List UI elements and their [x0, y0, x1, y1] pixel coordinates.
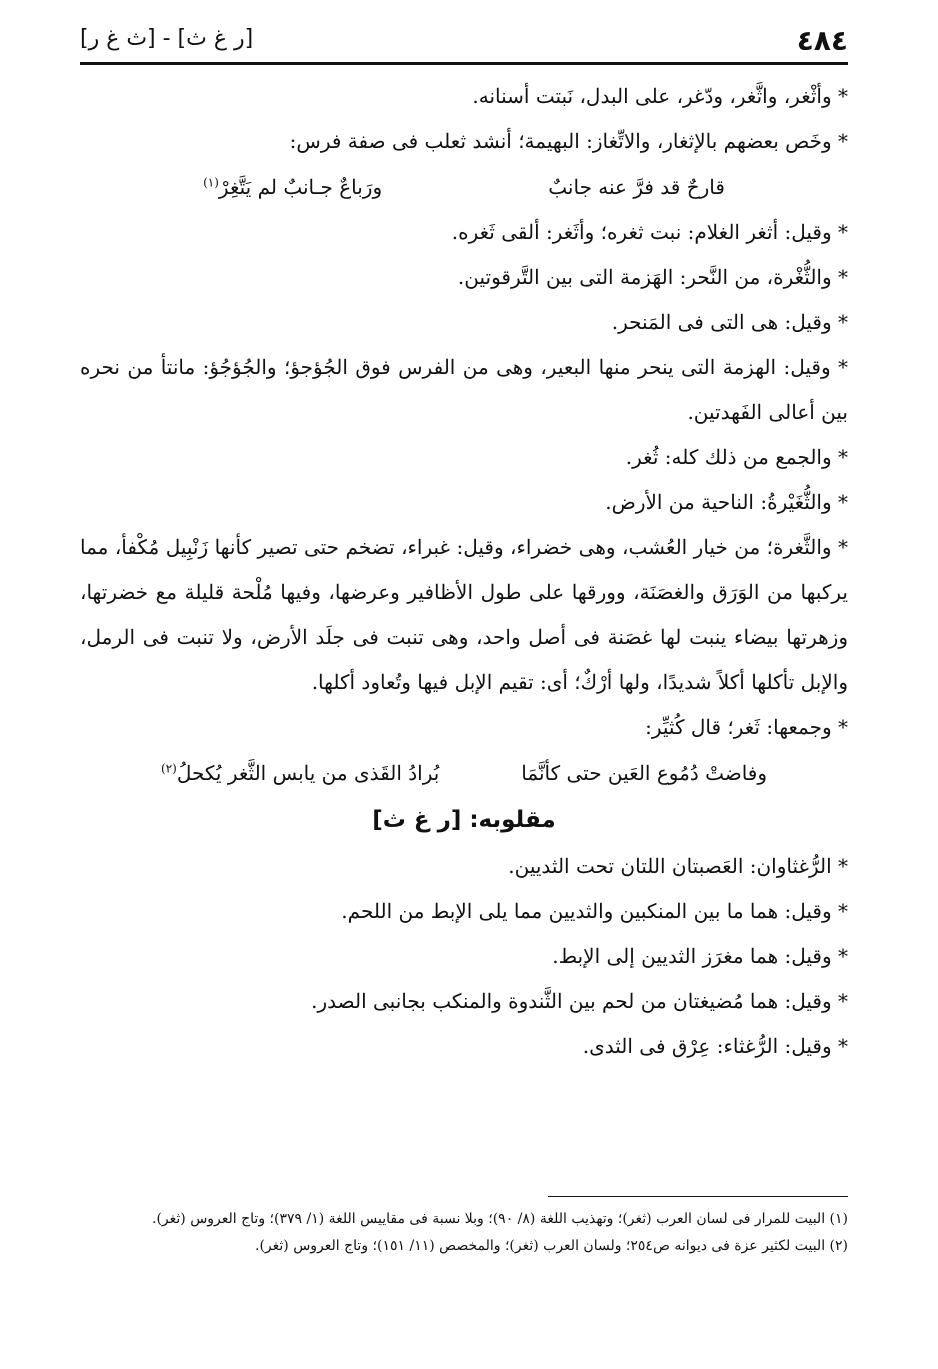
paragraph: * والثَّغرة؛ من خيار العُشب، وهى خضراء، وقيل: غبراء، تضخم حتى تصير كأنها زَنْبِيل مُكْفأ، مما يركبها من الوَرَق والغصَنَة، وورقها على طول الأظافير وعرضها، وفيها مُلْحة قليلة مع خضرتها، وزهرتها بيضاء ينبت لها غصَنة فى أصل واحد، وهى تنبت فى جلَد الأرض، ولا تنبت فى الرمل، والإبل تأكلها أكلاً شديدًا، ولها أرْكٌ؛ أى: تقيم الإبل فيها وتُعاود أكلها. — [80, 535, 848, 694]
paragraph: * وخَص بعضهم بالإثغار، والاتِّغاز: البهيمة؛ أنشد ثعلب فى صفة فرس: — [289, 129, 848, 153]
verse-second-hemistich-text: ورَباعٌ جـانبٌ لم يَتَّغِرْ — [218, 175, 383, 199]
verse-first-hemistich: قارحٌ قد فرَّ عنه جانبٌ — [548, 175, 725, 199]
paragraph: * والثُّغْرة، من النَّحر: الهَزمة التى بين التَّرقوتين. — [457, 265, 848, 289]
paragraph: * وجمعها: ثَغر؛ قال كُثيِّر: — [645, 715, 848, 739]
verse-second-hemistich-text: بُرادُ القَذى من يابس الثَّغر يُكحلُ — [176, 761, 440, 785]
footnote-ref: (١) — [203, 175, 219, 190]
verse-line — [80, 750, 848, 796]
paragraph: * الرُّغثاوان: العَصبتان اللتان تحت الثديين. — [508, 854, 848, 878]
verse-second-hemistich — [203, 164, 382, 210]
paragraph: * وأثْغر، واثَّغر، ودّغر، على البدل، نَبتت أسنانه. — [472, 84, 848, 108]
paragraph: * وقيل: الرُّغثاء: عِرْق فى الثدى. — [582, 1034, 848, 1058]
body-text — [80, 74, 848, 1069]
footnote: (٢) البيت لكثير عزة فى ديوانه ص٢٥٤؛ ولسان العرب (ثغر)؛ والمخصص (١١/ ١٥١)؛ وتاج العروس (ثغر). — [255, 1238, 848, 1254]
footnotes — [80, 1196, 848, 1260]
paragraph: * والثُّغَيْرةُ: الناحية من الأرض. — [605, 490, 848, 514]
verse-first-hemistich: وفاضتْ دُمُوع العَين حتى كأنَّمَا — [521, 761, 768, 785]
footnote-rule — [548, 1196, 848, 1197]
footnote: (١) البيت للمرار فى لسان العرب (ثغر)؛ وتهذيب اللغة (٨/ ٩٠)؛ وبلا نسبة فى مقاييس اللغة (١/ ٣٧٩)؛ وتاج العروس (ثغر). — [152, 1211, 848, 1227]
paragraph: * وقيل: الهزمة التى ينحر منها البعير، وهى من الفرس فوق الجُؤجؤ؛ والجُؤجُؤ: مانتأ من نحره بين أعالى الفَهدتين. — [80, 355, 848, 424]
running-head: [ث غ ر] - [ر غ ث] — [80, 26, 254, 51]
footnote-ref: (٢) — [161, 761, 177, 776]
page-header — [80, 24, 848, 65]
paragraph: * وقيل: هى التى فى المَنحر. — [611, 310, 848, 334]
paragraph: * وقيل: هما مُضيغتان من لحم بين الثَّندوة والمنكب بجانبى الصدر. — [311, 989, 848, 1013]
paragraph: * وقيل: أثغر الغلام: نبت ثغره؛ وأثَغر: ألقى ثَغره. — [451, 220, 848, 244]
section-heading: مقلوبه: [ر غ ث] — [372, 807, 556, 833]
page-number: ٤٨٤ — [796, 24, 848, 57]
paragraph: * وقيل: هما ما بين المنكبين والثديين مما يلى الإبط من اللحم. — [341, 899, 848, 923]
paragraph: * وقيل: هما مغرَز الثديين إلى الإبط. — [552, 944, 848, 968]
paragraph: * والجمع من ذلك كله: ثُغر. — [625, 445, 848, 469]
verse-line — [80, 164, 848, 210]
footnote-list — [80, 1196, 848, 1260]
verse-second-hemistich — [161, 750, 439, 796]
